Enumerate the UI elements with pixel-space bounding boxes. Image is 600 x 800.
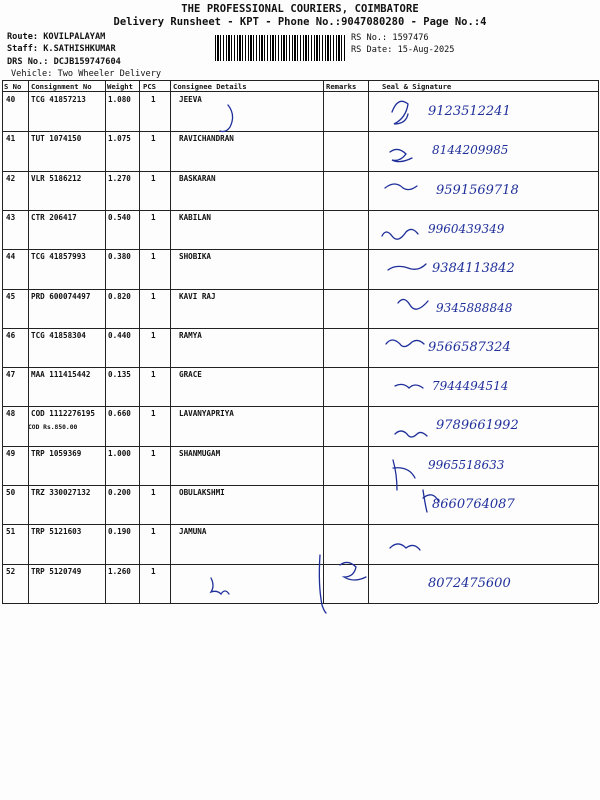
row-consignee: RAVICHANDRAN (179, 134, 234, 144)
row-pcs: 1 (151, 252, 156, 262)
row-sno: 46 (6, 330, 16, 340)
row-cod-note: COD Rs.850.00 (28, 424, 78, 432)
row-signature-phone: 9965518633 (428, 457, 505, 472)
row-signature-phone: 8144209985 (432, 143, 509, 158)
row-consignment: CTR 206417 (31, 212, 77, 222)
row-sno: 44 (6, 252, 16, 262)
row-consignment: TRP 5120749 (31, 566, 82, 576)
row-weight: 1.000 (108, 448, 131, 458)
row-weight: 1.080 (108, 95, 131, 104)
row-sno: 47 (6, 370, 16, 380)
row-pcs: 1 (151, 566, 156, 576)
row-sno: 48 (6, 409, 16, 419)
row-sno: 50 (6, 488, 16, 497)
row-consignment: COD 1112276195 (31, 409, 96, 419)
row-consignment: TCG 41857213 (31, 95, 86, 104)
row-consignee: LAVANYAPRIYA (179, 409, 234, 419)
row-consignee: SHOBIKA (179, 252, 212, 262)
row-consignment: TRP 1059369 (31, 448, 82, 458)
row-weight: 0.380 (108, 252, 131, 262)
rs-date: RS Date: 15-Aug-2025 (351, 45, 455, 55)
staff-label: Staff: K.SATHISHKUMAR (7, 44, 116, 54)
row-pcs: 1 (151, 488, 156, 497)
row-weight: 1.075 (108, 134, 131, 144)
row-consignment: TCG 41858304 (31, 330, 86, 340)
row-pcs: 1 (151, 448, 156, 458)
row-weight: 0.190 (108, 527, 131, 537)
row-consignee: JEEVA (179, 95, 202, 104)
col-header-weight: Weight (107, 82, 133, 91)
row-consignee: BASKARAN (179, 173, 216, 183)
row-consignee: OBULAKSHMI (179, 488, 225, 497)
row-consignment: VLR 5186212 (31, 173, 82, 183)
vehicle-label: Vehicle: Two Wheeler Delivery (11, 69, 162, 79)
row-pcs: 1 (151, 134, 156, 144)
row-consignment: TRZ 330027132 (31, 488, 91, 497)
col-header-pcs: PCS (143, 82, 156, 91)
row-pcs: 1 (151, 527, 156, 537)
row-weight: 1.270 (108, 173, 131, 183)
col-header-seal: Seal & Signature (382, 82, 452, 91)
row-signature-phone: 8660764087 (432, 497, 515, 512)
rs-number: RS No.: 1597476 (351, 33, 429, 43)
row-signature-phone: 8072475600 (428, 575, 511, 591)
row-sno: 51 (6, 527, 16, 537)
row-signature-phone: 9345888848 (436, 300, 513, 315)
col-header-remarks: Remarks (326, 82, 357, 91)
row-consignee: RAMYA (179, 330, 202, 340)
row-signature-phone: 7944494514 (432, 379, 509, 394)
row-pcs: 1 (151, 370, 156, 380)
row-sno: 41 (6, 134, 16, 144)
row-consignee: KABILAN (179, 212, 212, 222)
route-label: Route: KOVILPALAYAM (7, 32, 106, 42)
row-consignment: TUT 1074150 (31, 134, 82, 144)
row-consignment: PRD 600074497 (31, 291, 91, 301)
row-weight: 0.440 (108, 330, 131, 340)
row-sno: 49 (6, 448, 16, 458)
row-pcs: 1 (151, 330, 156, 340)
row-pcs: 1 (151, 95, 156, 104)
col-header-consignee: Consignee Details (173, 82, 247, 91)
document-title: THE PROFESSIONAL COURIERS, COIMBATORE (181, 3, 419, 15)
col-header-sno: S No (4, 82, 22, 91)
row-signature-phone: 9789661992 (436, 418, 519, 434)
row-consignment: TCG 41857993 (31, 252, 86, 262)
col-header-consignment: Consignment No (31, 82, 92, 91)
row-signature-phone: 9591569718 (436, 182, 519, 198)
row-signature-phone: 9960439349 (428, 221, 505, 236)
row-consignee: GRACE (179, 370, 202, 380)
row-consignee: KAVI RAJ (179, 291, 216, 301)
row-pcs: 1 (151, 173, 156, 183)
row-sno: 52 (6, 566, 16, 576)
document-subtitle: Delivery Runsheet - KPT - Phone No.:9047080280 - Page No.:4 (113, 16, 487, 28)
row-sno: 43 (6, 212, 16, 222)
row-pcs: 1 (151, 409, 156, 419)
drs-number: DRS No.: DCJB159747604 (7, 57, 121, 67)
row-signature-phone: 9566587324 (428, 339, 511, 355)
row-signature-phone: 9123512241 (428, 104, 511, 119)
row-pcs: 1 (151, 291, 156, 301)
row-consignee: SHANMUGAM (179, 448, 221, 458)
row-sno: 45 (6, 291, 16, 301)
row-sno: 40 (6, 95, 16, 104)
row-weight: 0.540 (108, 212, 131, 222)
row-consignment: MAA 111415442 (31, 370, 91, 380)
row-consignment: TRP 5121603 (31, 527, 82, 537)
row-weight: 0.660 (108, 409, 131, 419)
row-weight: 0.200 (108, 488, 131, 497)
row-weight: 1.260 (108, 566, 131, 576)
row-sno: 42 (6, 173, 16, 183)
row-signature-phone: 9384113842 (432, 261, 515, 277)
row-pcs: 1 (151, 212, 156, 222)
row-consignee: JAMUNA (179, 527, 207, 537)
row-weight: 0.820 (108, 291, 131, 301)
row-weight: 0.135 (108, 370, 131, 380)
